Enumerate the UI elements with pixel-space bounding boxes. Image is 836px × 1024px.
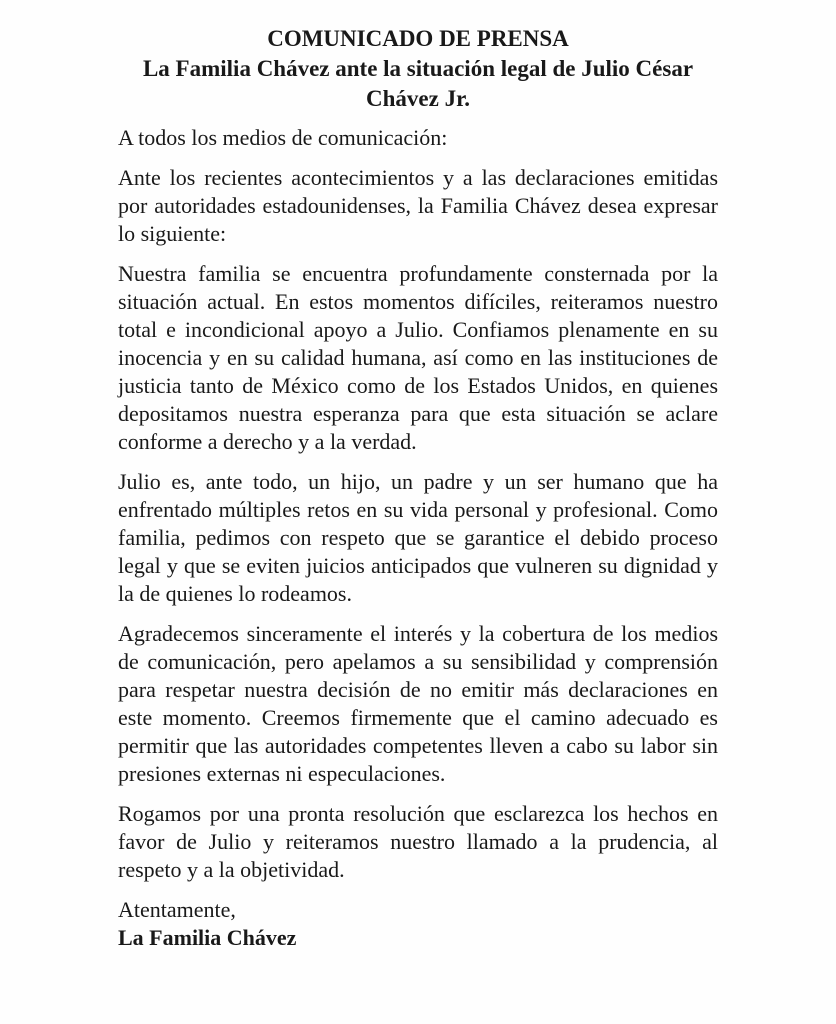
paragraph: Ante los recientes acontecimientos y a las declaraciones emitidas por autoridades estadounidenses, la Familia Chávez desea expresar lo siguiente: <box>118 165 718 246</box>
paragraph: Rogamos por una pronta resolución que esclarezca los hechos en favor de Julio y reiteramos nuestro llamado a la prudencia, al respeto y a la objetividad. <box>118 801 718 882</box>
paragraph: Nuestra familia se encuentra profundamente consternada por la situación actual. En estos momentos difíciles, reiteramos nuestro total e incondicional apoyo a Julio. Confiamos plenamente en su inocencia y en su calidad humana, así como en las instituciones de justicia tanto de México como de los Estados Unidos, en quienes depositamos nuestra esperanza para que esta situación se aclare conforme a derecho y a la verdad. <box>118 261 718 454</box>
paragraphs-container <box>118 164 718 884</box>
paragraph: Julio es, ante todo, un hijo, un padre y un ser humano que ha enfrentado múltiples retos en su vida personal y profesional. Como familia, pedimos con respeto que se garantice el debido proceso legal y que se eviten juicios anticipados que vulneren su dignidad y la de quienes lo rodeamos. <box>118 469 718 606</box>
closing: Atentamente, <box>118 897 236 922</box>
salutation: A todos los medios de comunicación: <box>118 125 448 150</box>
document-header <box>118 24 718 114</box>
document-title: COMUNICADO DE PRENSA <box>267 26 569 51</box>
paragraph: Agradecemos sinceramente el interés y la cobertura de los medios de comunicación, pero apelamos a su sensibilidad y comprensión para respetar nuestra decisión de no emitir más declaraciones en este momento. Creemos firmemente que el camino adecuado es permitir que las autoridades competentes lleven a cabo su labor sin presiones externas ni especulaciones. <box>118 621 718 786</box>
document-subtitle: La Familia Chávez ante la situación legal de Julio César Chávez Jr. <box>142 56 694 111</box>
signature: La Familia Chávez <box>118 925 297 950</box>
